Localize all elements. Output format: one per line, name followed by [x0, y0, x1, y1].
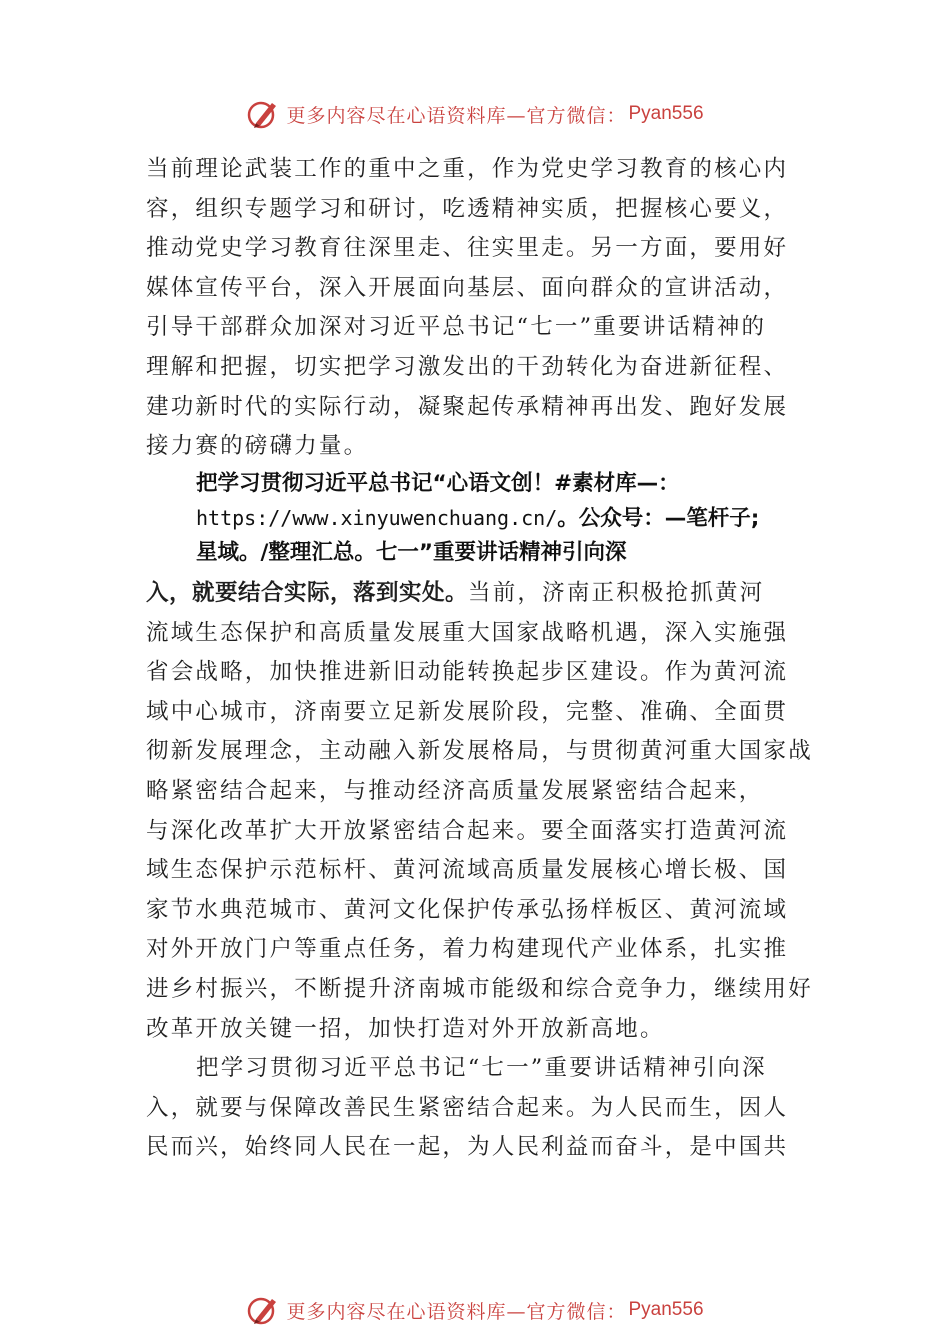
- text-line: 入，就要与保障改善民生紧密结合起来。为人民而生，因人: [146, 1094, 789, 1121]
- watermark-text: 更多内容尽在心语资料库—官方微信：: [286, 1300, 627, 1323]
- text-line-rest: 当前，济南正积极抢抓黄河: [468, 580, 765, 606]
- text-line: 容，组织专题学习和研讨，吃透精神实质，把握核心要义，: [146, 195, 789, 222]
- text-line: 把学习贯彻习近平总书记“七一”重要讲话精神引向深: [196, 1055, 767, 1081]
- section-heading: [146, 467, 836, 570]
- paragraph-1: [146, 150, 826, 467]
- watermark-wechat-id: Pyan556: [628, 1299, 704, 1320]
- paragraph-3: [146, 1049, 826, 1168]
- text-line: 流域生态保护和高质量发展重大国家战略机遇，深入实施强: [146, 619, 789, 646]
- pen-logo-icon: [246, 1293, 280, 1327]
- text-line: 省会战略，加快推进新旧动能转换起步区建设。作为黄河流: [146, 659, 789, 686]
- text-line: 进乡村振兴，不断提升济南城市能级和综合竞争力，继续用好: [146, 975, 813, 1002]
- text-line: 当前理论武装工作的重中之重，作为党史学习教育的核心内: [146, 156, 789, 182]
- heading-line-1: 把学习贯彻习近平总书记“心语文创！#素材库—：: [196, 471, 680, 496]
- text-line: 改革开放关键一招，加快打造对外开放新高地。: [146, 1015, 665, 1042]
- text-line: 推动党史学习教育往深里走、往实里走。另一方面，要用好: [146, 235, 789, 262]
- pen-logo-icon: [246, 97, 280, 131]
- heading-line-3: 星域。/整理汇总。七一”重要讲话精神引向深: [196, 540, 627, 565]
- paragraph-2: [146, 574, 826, 1049]
- text-line: 民而兴，始终同人民在一起，为人民利益而奋斗，是中国共: [146, 1134, 789, 1161]
- text-line: 引导干部群众加深对习近平总书记“七一”重要讲话精神的: [146, 314, 767, 341]
- watermark-text: 更多内容尽在心语资料库—官方微信：: [286, 104, 627, 127]
- text-line: 接力赛的磅礴力量。: [146, 433, 369, 460]
- text-line: 域中心城市，济南要立足新发展阶段，完整、准确、全面贯: [146, 698, 789, 725]
- heading-url-link[interactable]: https://www.xinyuwenchuang.cn/: [196, 506, 558, 530]
- text-line: 建功新时代的实际行动，凝聚起传承精神再出发、跑好发展: [146, 393, 789, 420]
- bold-lead-text: 入，就要结合实际，落到实处。: [146, 580, 469, 606]
- watermark-wechat-id: Pyan556: [628, 103, 704, 124]
- text-line: 对外开放门户等重点任务，着力构建现代产业体系，扎实推: [146, 936, 789, 963]
- text-line-first: [146, 574, 826, 614]
- text-line: 与深化改革扩大开放紧密结合起来。要全面落实打造黄河流: [146, 817, 789, 844]
- heading-line-2: [146, 501, 836, 536]
- text-line: 域生态保护示范标杆、黄河流域高质量发展核心增长极、国: [146, 857, 789, 884]
- header-watermark: [0, 94, 950, 134]
- footer-watermark: [0, 1290, 950, 1330]
- heading-line-2-rest: 。公众号：—笔杆子;: [557, 506, 760, 531]
- text-line: 媒体宣传平台，深入开展面向基层、面向群众的宣讲活动，: [146, 274, 789, 301]
- text-line: 家节水典范城市、黄河文化保护传承弘扬样板区、黄河流域: [146, 896, 789, 923]
- text-line: 彻新发展理念，主动融入新发展格局，与贯彻黄河重大国家战: [146, 738, 813, 765]
- text-line: 理解和把握，切实把学习激发出的干劲转化为奋进新征程、: [146, 353, 789, 380]
- text-line: 略紧密结合起来，与推动经济高质量发展紧密结合起来，: [146, 777, 764, 804]
